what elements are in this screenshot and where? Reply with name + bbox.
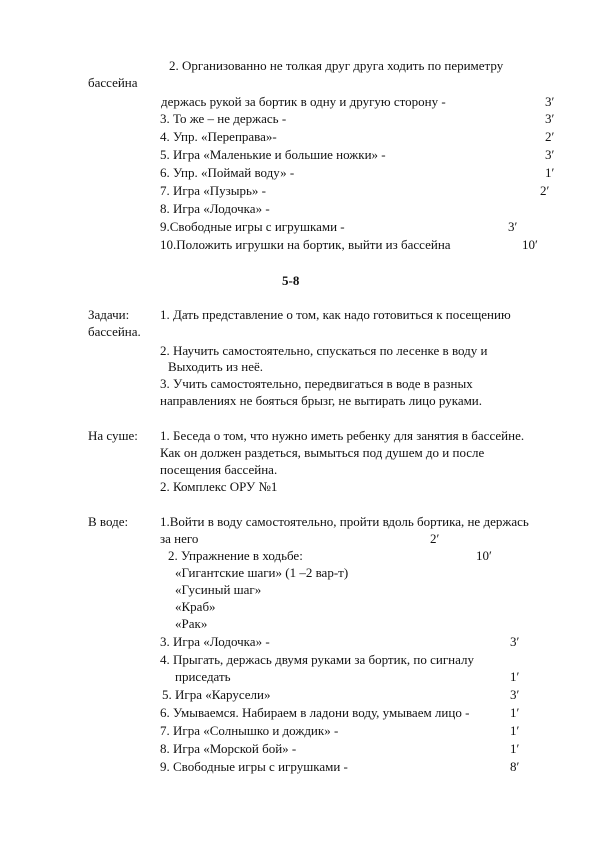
water-label: В воде: [88,514,129,529]
time-water-7: 1′ [510,723,520,738]
water-3: 3. Игра «Лодочка» - [160,634,270,649]
time-item-5: 3′ [545,147,555,162]
task-3-cont: направлениях не бояться брызг, не вытирать лицо руками. [160,393,483,408]
land-2: 2. Комплекс ОРУ №1 [160,479,278,494]
time-item-4: 2′ [545,129,555,144]
time-water-5: 3′ [510,687,520,702]
item-9: 9.Свободные игры с игрушками - [160,219,345,234]
water-7: 7. Игра «Солнышко и дождик» - [160,723,339,738]
water-2: 2. Упражнение в ходьбе: [168,548,303,563]
water-5: 5. Игра «Карусели» [162,687,271,702]
task-3: 3. Учить самостоятельно, передвигаться в воде в разных [160,376,473,391]
time-item-7: 2′ [540,183,550,198]
time-water-3: 3′ [510,634,520,649]
item-2-walk-line3: держась рукой за бортик в одну и другую сторону - [161,94,446,109]
time-item-3: 3′ [545,111,555,126]
land-label: На суше: [88,428,138,443]
time-water-4: 1′ [510,669,520,684]
water-4: 4. Прыгать, держась двумя руками за бортик, по сигналу [160,652,474,667]
water-2-goose-step: «Гусиный шаг» [175,582,262,597]
time-item-9: 3′ [508,219,518,234]
water-8: 8. Игра «Морской бой» - [160,741,297,756]
item-2-walk-line2: бассейна [88,75,138,90]
time-item-2: 3′ [545,94,555,109]
tasks-label: Задачи: [88,307,130,322]
land-1: 1. Беседа о том, что нужно иметь ребенку для занятия в бассейне. [160,428,525,443]
tasks-label-2: бассейна. [88,324,141,339]
time-water-9: 8′ [510,759,520,774]
time-water-6: 1′ [510,705,520,720]
time-item-10: 10′ [522,237,538,252]
task-2-cont: Выходить из неё. [168,359,264,374]
time-water-2: 10′ [476,548,492,563]
item-7: 7. Игра «Пузырь» - [160,183,267,198]
item-3: 3. То же – не держась - [160,111,287,126]
land-1-cont: Как он должен раздеться, вымыться под душем до и после [160,445,485,460]
task-1: 1. Дать представление о том, как надо готовиться к посещению [160,307,511,322]
water-4-cont: приседать [175,669,231,684]
item-2-walk-line1: 2. Организованно не толкая друг друга ходить по периметру [169,58,504,73]
water-9: 9. Свободные игры с игрушками - [160,759,348,774]
water-6: 6. Умываемся. Набираем в ладони воду, умываем лицо - [160,705,470,720]
item-8: 8. Игра «Лодочка» - [160,201,270,216]
time-item-6: 1′ [545,165,555,180]
water-2-crayfish: «Рак» [175,616,208,631]
time-water-8: 1′ [510,741,520,756]
water-2-crab: «Краб» [175,599,216,614]
water-2-giant-steps: «Гигантские шаги» (1 –2 вар-т) [175,565,349,580]
water-1: 1.Войти в воду самостоятельно, пройти вдоль бортика, не держась [160,514,529,529]
item-6: 6. Упр. «Поймай воду» - [160,165,295,180]
time-water-1: 2′ [430,531,440,546]
task-2: 2. Научить самостоятельно, спускаться по лесенке в воду и [160,343,488,358]
water-1-cont: за него [160,531,199,546]
item-10: 10.Положить игрушки на бортик, выйти из бассейна [160,237,451,252]
section-heading: 5-8 [282,273,300,288]
land-1-cont-2: посещения бассейна. [160,462,278,477]
item-5: 5. Игра «Маленькие и большие ножки» - [160,147,386,162]
item-4: 4. Упр. «Переправа»- [160,129,277,144]
